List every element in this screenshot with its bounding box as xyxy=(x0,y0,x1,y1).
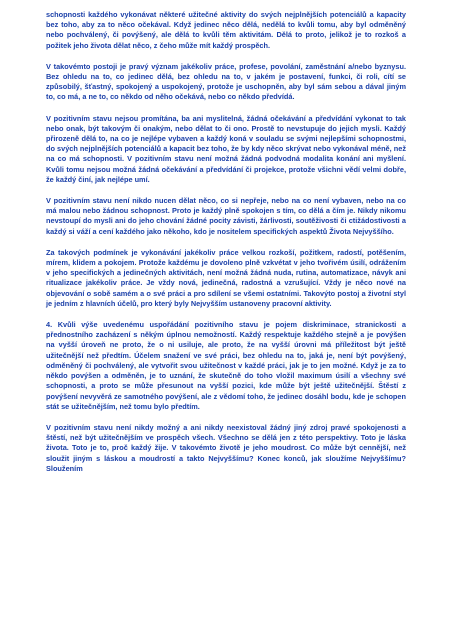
paragraph-7: V pozitivním stavu není nikdy možný a ani nikdy neexistoval žádný jiný zdroj pravé spokojenosti a štěstí, než být užitečnějším ve prospěch všech. Všechno se dělá jen z této perspektivy. Toto je láska života. Toto je to, proč každý žije. V takovémto životě je jeho moudrost. Co může být cennější, než sloužit jiným s láskou a moudrostí a takto Nejvyššímu? Konec konců, jak sloužíme Nejvyššímu? Sloužením xyxy=(46,422,406,473)
paragraph-3: V pozitivním stavu nejsou promítána, ba ani myslitelná, žádná očekávání a předvídání vykonat to tak nebo onak, být takovým či onakým, nebo dělat to či ono. Prostě to nevstupuje do jejich mysli. Každý přirozeně dělá to, na co je nejlépe vybaven a každý koná v souladu se svými nejlepšími schopnostmi, do svých nejplnějších potenciálů a kapacit bez toho, že by kdy něco skrývat nebo vykonával méně, než na co má schopnosti. V pozitivním stavu není možná žádná podvodná modalita konání ani myšlení. Kvůli tomu nejsou možná žádná očekávání a předvídání či projekce, protože všichni vědí velmi dobře, že každý činí, jak nejlépe umí. xyxy=(46,113,406,184)
paragraph-5: Za takových podmínek je vykonávání jakékoliv práce velkou rozkoší, požitkem, radostí, potěšením, mírem, klidem a pokojem. Protože každému je dovoleno plně vzkvétat v jeho tvořivém úsilí, odrážením v jeho specifických a jedinečných aktivitách, není možná žádná nuda, rutina, automatizace, návyk ani ritualizace jakékoliv práce. Je vždy nová, jedinečná, radostná a vzrušující. Vždy je něco nové na objevování o sobě samém a o své práci a pro sdílení se všemi ostatními. Takovýto postoj a životní styl je jedním z hlavních účelů, pro který byly Nejvyšším ustanoveny pracovní aktivity. xyxy=(46,247,406,308)
paragraph-1: schopnosti každého vykonávat některé užitečné aktivity do svých nejplnějších potenciálů a kapacity bez toho, aby za to něco očekával. Když jedinec něco dělá, nedělá to kvůli tomu, aby byl odměněný nebo pochválený, či povýšený, ale dělá to kvůli těm aktivitám. Dělá to proto, jelikož je to rozkoš a požitek jeho života dělat něco, z čeho může mít každý prospěch. xyxy=(46,10,406,50)
paragraph-4: V pozitivním stavu není nikdo nucen dělat něco, co si nepřeje, nebo na co není vybaven, nebo na co má malou nebo žádnou schopnost. Proto je každý plně spokojen s tím, co dělá a čím je. Nikdy nikomu nevstoupí do mysli ani do jeho chování žádné pocity závisti, žárlivosti, soutěživosti či ctižádostivosti a každý si váží a cení každého jako někoho, kdo je nositelem specifických aspektů Života Nejvyššího. xyxy=(46,196,406,236)
paragraph-2: V takovémto postoji je pravý význam jakékoliv práce, profese, povolání, zaměstnání a/nebo byznysu. Bez ohledu na to, co jedinec dělá, bez ohledu na to, v jakém je postavení, funkci, či roli, cítí se způsobilý, šťastný, spokojený a uspokojený, protože je uschopněn, aby byl sám sebou a dával jiným to, co má, a ne to, co někdo od něho očekává, nebo co někdo předvídá. xyxy=(46,61,406,102)
paragraph-6: 4. Kvůli výše uvedenému uspořádání pozitivního stavu je pojem diskriminace, stranickosti a přednostního zacházení s někým úplnou nemožností. Každý respektuje každého stejně a je povýšen na vyšší úroveň ne proto, že o ni usiluje, ale proto, že na vyšší úrovni má příležitost být ještě užitečnější než předtím. Účelem snažení ve své práci, bez ohledu na to, jaká je, není být povýšený, odměněný či pochválený, ale vytvořit svou užitečnost v každé práci, jak je to jen možné. Když je za to někdo povýšen a odměněn, je to uznání, že skutečně do toho vložil maximum úsilí a všechny své schopnosti, a proto se může přesunout na vyšší pozici, kde může být ještě užitečnější. Štěstí z povýšení nevyvěrá ze samotného povýšení, ale z vědomí toho, že jedinec dosáhl bodu, kde je schopen stát se užitečnějším, než tomu bylo předtím. xyxy=(46,320,406,411)
